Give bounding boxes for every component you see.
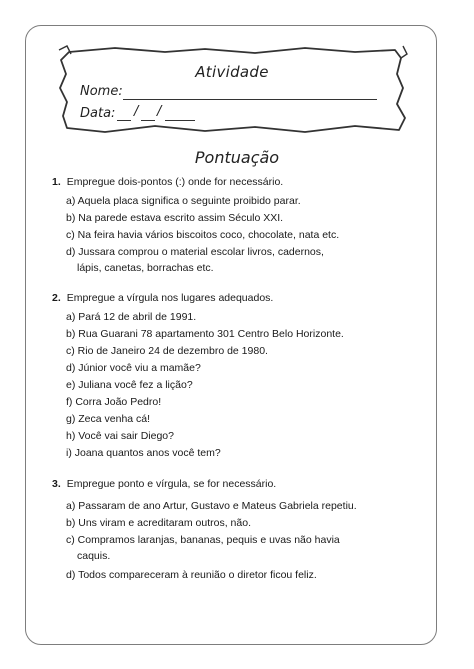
list-item: b) Na parede estava escrito assim Século XXI. [66, 212, 284, 224]
question-1-title [52, 176, 283, 188]
list-item: a) Passaram de ano Artur, Gustavo e Mateus Gabriela repetiu. [66, 500, 357, 512]
list-item: i) Joana quantos anos você tem? [66, 447, 221, 459]
date-day-field[interactable] [117, 120, 131, 121]
header-banner [55, 44, 409, 136]
list-item-line: c) Compramos laranjas, bananas, pequis e uvas não havia [66, 534, 340, 546]
list-item-line: d) Jussara comprou o material escolar livros, cadernos, [66, 246, 324, 258]
list-item: c) Rio de Janeiro 24 de dezembro de 1980. [66, 345, 268, 357]
list-item: b) Uns viram e acreditaram outros, não. [66, 517, 251, 529]
list-item [66, 244, 324, 276]
list-item: d) Todos compareceram à reunião o diretor ficou feliz. [66, 569, 317, 581]
name-label: Nome: [80, 84, 123, 99]
list-item-continuation: caquis. [77, 550, 111, 562]
list-item: c) Na feira havia vários biscoitos coco, chocolate, nata etc. [66, 229, 340, 241]
list-item: a) Aquela placa significa o seguinte proibido parar. [66, 195, 301, 207]
list-item-continuation: lápis, canetas, borrachas etc. [77, 262, 214, 274]
subject-title: Pontuação [194, 148, 280, 167]
list-item: e) Juliana você fez a lição? [66, 379, 193, 391]
question-number: 2. [52, 292, 61, 304]
list-item: f) Corra João Pedro! [66, 396, 162, 408]
question-prompt: Empregue a vírgula nos lugares adequados. [66, 292, 274, 304]
question-number: 1. [52, 176, 61, 188]
list-item: h) Você vai sair Diego? [66, 430, 174, 442]
list-item: b) Rua Guarani 78 apartamento 301 Centro Belo Horizonte. [66, 328, 344, 340]
list-item: d) Júnior você viu a mamãe? [66, 362, 201, 374]
question-3-title [52, 478, 276, 490]
question-prompt: Empregue dois-pontos (:) onde for necessário. [66, 176, 284, 188]
question-prompt: Empregue ponto e vírgula, se for necessário. [66, 478, 277, 490]
list-item [66, 532, 340, 564]
date-year-field[interactable] [165, 120, 195, 121]
question-2-title [52, 292, 273, 304]
date-label: Data: [80, 106, 116, 121]
question-number: 3. [52, 478, 61, 490]
date-separator: / [157, 104, 162, 119]
banner-title: Atividade [195, 63, 269, 81]
name-field[interactable] [123, 99, 377, 100]
date-separator: / [134, 104, 139, 119]
date-month-field[interactable] [141, 120, 155, 121]
list-item: a) Pará 12 de abril de 1991. [66, 311, 197, 323]
list-item: g) Zeca venha cá! [66, 413, 151, 425]
